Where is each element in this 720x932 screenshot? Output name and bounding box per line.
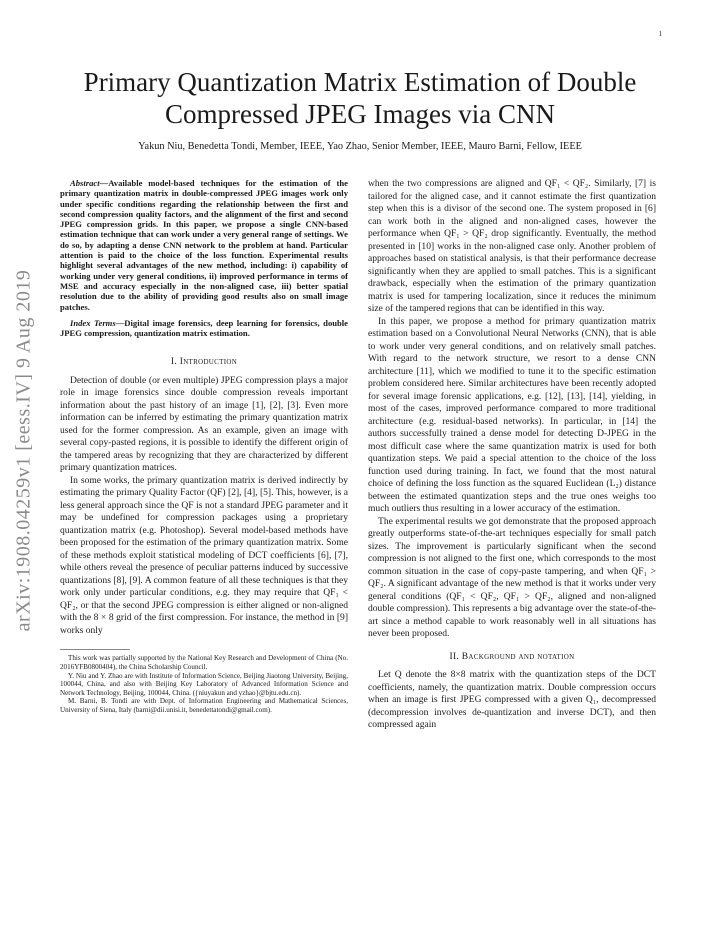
abstract (60, 178, 348, 312)
abstract-text: —Available model-based techniques for the estimation of the primary quantization matrix in double-compressed JPEG images work only under specific conditions regarding the relationship between the first and second compression quality factors, and the alignment of the first and second JPEG compression grids. In this paper, we propose a single CNN-based estimation technique that can work under a very general range of settings. We do so, by adapting a dense CNN network to the problem at hand. Particular attention is paid to the choice of the loss function. Experimental results highlight several advantages of the new method, including: i) capability of working under very general conditions, ii) improved performance in terms of MSE and accuracy especially in the non-aligned case, iii) better spatial resolution due to the ability of providing good results also on small image patches. (60, 178, 348, 312)
index-terms (60, 318, 348, 339)
intro-paragraph-3: when the two compressions are aligned and QF₁ < QF₂. Similarly, [7] is tailored for the aligned case, and it cannot estimate the first quantization step when this is a divisor of the second one. The system proposed in [6] can work both in the aligned and non-aligned cases, however the performance when QF₁ > QF₂ drop significantly. Eventually, the method presented in [10] works in the non-aligned case only. Another problem of approaches based on statistical analysis, is that their performance decrease significantly when they are applied to small patches. This is a significant drawback, especially when the estimation of the primary quantization matrix is used for tampering localization, since it reduces the minimum size of the tampered regions that can be identified in this way. (368, 178, 656, 314)
footnote-affiliation-niu-zhao: Y. Niu and Y. Zhao are with Institute of Information Science, Beijing Jiaotong University, Beijing, 100044, China, and also with Beijing Key Laboratory of Advanced Information Science and Network Technology, Beijing, 100044, China. ({niuyakun and yzhao}@bjtu.edu.cn). (60, 671, 348, 697)
intro-paragraph-5: The experimental results we got demonstrate that the proposed approach greatly outperforms state-of-the-art techniques especially for small patch sizes. The improvement is particularly significant when the second compression is not aligned to the first one, which corresponds to the most common situation in the case of copy-paste tampering, and when QF₁ > QF₂. A significant advantage of the new method is that it works under very general conditions (QF₁ < QF₂, QF₁ > QF₂, aligned and non-aligned double compression). This represents a big advantage over the state-of-the-art since a method capable to work reasonably well in all situations has never been proposed. (368, 515, 656, 639)
arxiv-identifier: arXiv:1908.04259v1 [eess.IV] 9 Aug 2019 (12, 269, 35, 631)
paper-title: Primary Quantization Matrix Estimation of Double Compressed JPEG Images via CNN (83, 67, 637, 129)
author-list: Yakun Niu, Benedetta Tondi, Member, IEEE, Yao Zhao, Senior Member, IEEE, Mauro Barni, Fellow, IEEE (138, 141, 582, 152)
section-heading-background: II. Background and notation (449, 651, 575, 662)
footnotes (60, 654, 348, 714)
right-column (368, 178, 656, 732)
intro-paragraph-2: In some works, the primary quantization matrix is derived indirectly by estimating the primary Quality Factor (QF) [2], [4], [5]. This, however, is a less general approach since the QF is not a standard JPEG parameter and it may be undefined for compression packages using a proprietary quantization matrix (e.g. Photoshop). Several model-based methods have been proposed for the estimation of the primary quantization matrix. Some of these methods exploit statistical modeling of DCT coefficients [6], [7], while others reveal the presence of peculiar patterns induced by successive quantizations [8], [9]. A common feature of all these techniques is that they work only under particular conditions, e.g. they may require that QF₁ < QF₂, or that the second JPEG compression is either aligned or non-aligned with the 8 × 8 grid of the first compression. For instance, the method in [9] works only (60, 474, 348, 636)
footnote-funding: This work was partially supported by the National Key Research and Development of China (No. 2016YFB0800404), the China Scholarship Council. (60, 654, 348, 672)
background-paragraph-1: Let Q denote the 8×8 matrix with the quantization steps of the DCT coefficients, namely, the quantization matrix. Double compression occurs when an image is first JPEG compressed with a given Q₁, decompressed (decompression involves de-quantization and inverse DCT), and then compressed again (368, 669, 656, 730)
footnote-rule (60, 649, 130, 650)
footnote-affiliation-barni-tondi: M. Barni, B. Tondi are with Dept. of Information Engineering and Mathematical Sciences, University of Siena, Italy (barni@dii.unisi.it, benedettatondi@gmail.com). (60, 697, 348, 715)
index-terms-label: Index Terms (70, 317, 116, 328)
section-heading-introduction: I. Introduction (170, 357, 238, 368)
page-number: 1 (658, 30, 662, 38)
abstract-label: Abstract (70, 178, 100, 188)
intro-paragraph-4: In this paper, we propose a method for primary quantization matrix estimation based on a Convolutional Neural Networks (CNN), that is able to work under very general conditions, and on relatively small patches. With regard to the network structure, we resort to a dense CNN architecture [11], which we modified to tune it to the specific estimation problem considered here. Similar architectures have been recently adopted for several image forensic applications, e.g. [12], [13], [14], yielding, in most of the cases, improved performance compared to more traditional architecture (e.g. residual-based networks). In particular, in [14] the authors successfully trained a dense model for detecting D-JPEG in the most difficult case where the same quantization matrix is used for both quantization steps. We paid a special attention to the choice of the loss function used during training. In fact, we found that the most natural choice of defining the loss function as the squared Euclidean (L₂) distance between the estimated quantization steps and the true ones weighs too much outliers thus resulting in a lower accuracy of the estimation. (368, 315, 656, 514)
intro-paragraph-1: Detection of double (or even multiple) JPEG compression plays a major role in image forensics since double compression reveals important information about the past history of an image [1], [2], [3]. Even more information can be inferred by estimating the primary quantization matrix used for the former compression. As an example, given an image with several copy-pasted regions, it is possible to identify the different origin of the tampered areas by recognizing that they are characterized by different primary quantization matrices. (60, 374, 348, 474)
index-terms-text: —Digital image forensics, deep learning for forensics, double JPEG compression, quantization matrix estimation. (60, 317, 348, 339)
left-column (60, 178, 348, 715)
arxiv-stamp (2, 150, 46, 750)
